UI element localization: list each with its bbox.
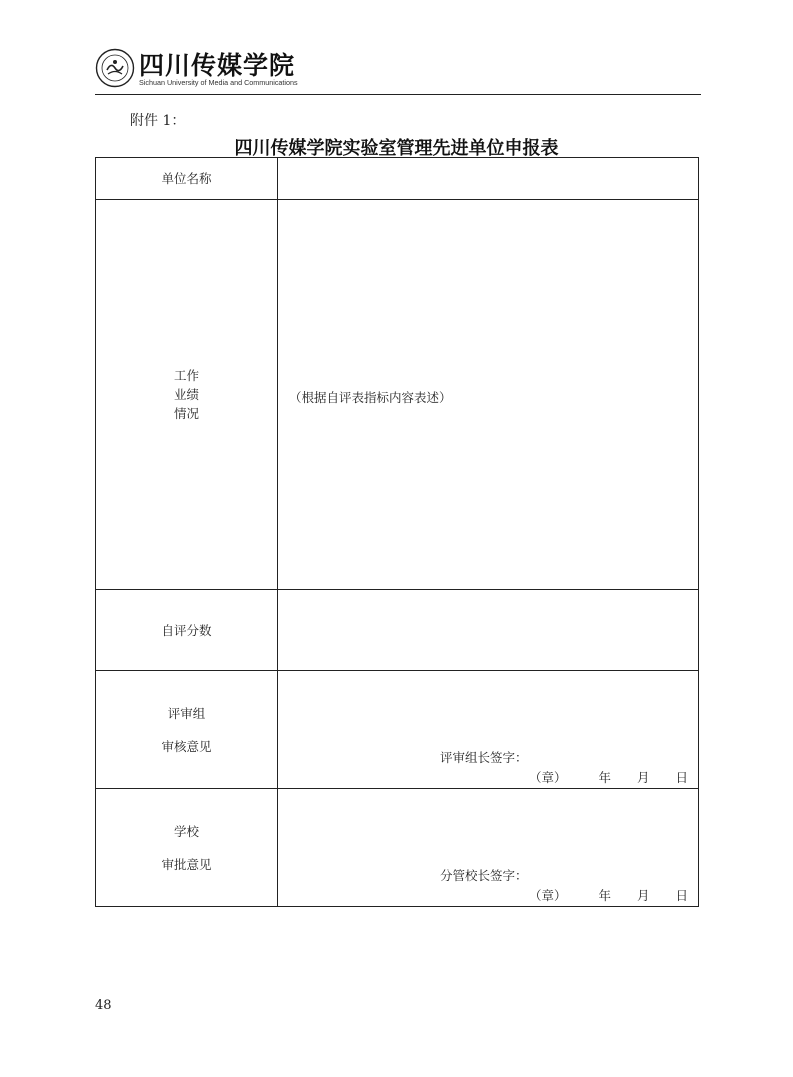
work-label [96,200,278,590]
university-name-en: Sichuan University of Media and Communications [139,78,298,87]
self-score-label: 自评分数 [96,590,278,671]
review-label-line: 评审组 [167,705,206,721]
school-day-label: 日 [675,888,688,903]
review-label-line: 审核意见 [161,738,212,754]
work-hint: （根据自评表指标内容表述） [289,390,452,405]
unit-name-label: 单位名称 [96,158,278,200]
self-score-field[interactable] [278,590,699,671]
form-title: 四川传媒学院实验室管理先进单位申报表 [234,138,559,159]
row-self-score [96,590,699,671]
work-label-line: 业绩 [173,387,199,402]
school-seal-mark: （章） [528,888,567,903]
work-label-line: 情况 [173,406,199,421]
school-year-label: 年 [598,888,611,903]
row-review [96,671,699,789]
school-label-line: 审批意见 [161,856,212,872]
review-year-label: 年 [598,770,611,785]
school-date [529,886,688,904]
school-month-label: 月 [636,888,650,903]
attachment-label: 附件 1： [130,113,186,129]
page-number: 48 [95,998,112,1013]
header-divider [95,94,701,95]
review-opinion-field[interactable] [278,671,699,789]
row-work [96,200,699,590]
school-opinion-field[interactable] [278,789,699,907]
unit-name-field[interactable] [278,158,699,200]
review-month-label: 月 [636,770,650,785]
school-label-line: 学校 [173,823,199,839]
review-seal-mark: （章） [528,770,567,785]
university-seal-icon [95,48,135,88]
work-label-line: 工作 [173,368,199,383]
row-school [96,789,699,907]
review-day-label: 日 [675,770,688,785]
review-signature-label: 评审组长签字： [440,750,528,765]
school-signature-label: 分管校长签字： [440,868,528,883]
review-label [96,671,278,789]
school-label [96,789,278,907]
university-name-cn: 四川传媒学院 [139,51,296,80]
review-date [529,768,688,786]
application-form-table [95,157,699,907]
row-unit-name [96,158,699,200]
work-field[interactable] [278,200,699,590]
page-header [95,46,700,96]
